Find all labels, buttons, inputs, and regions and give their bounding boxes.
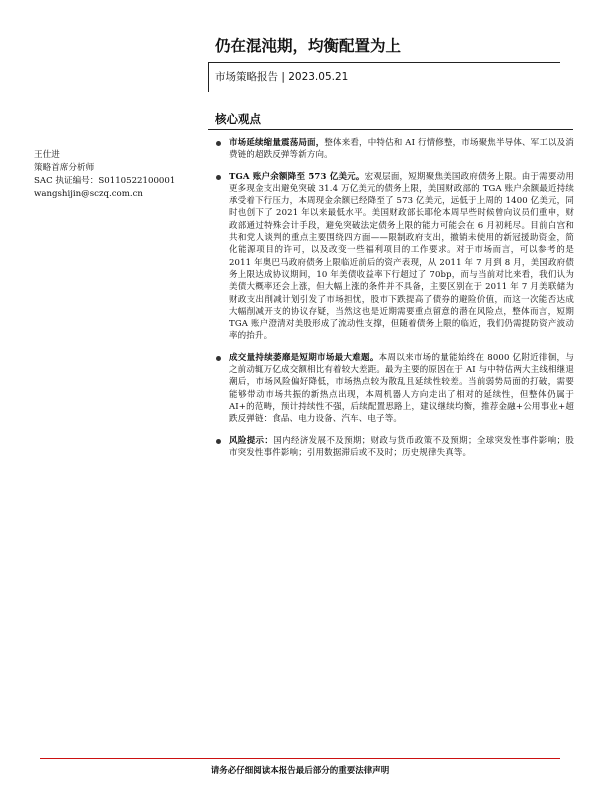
section-rule xyxy=(208,129,573,130)
footer-rule xyxy=(40,758,560,759)
bullet-icon xyxy=(216,356,221,361)
header-vertical-rule xyxy=(208,62,209,92)
key-point-lead: 成交量持续萎靡是短期市场最大难题。 xyxy=(229,352,379,363)
bullet-icon xyxy=(216,175,221,180)
analyst-info xyxy=(34,149,204,201)
key-point-text: 整体来看，中特估和 AI 行情修整，市场聚焦半导体、军工以及消费链的超跌反弹等新方向。 xyxy=(229,138,574,161)
report-title: 仍在混沌期，均衡配置为上 xyxy=(215,37,402,55)
key-point-text: 本周以来市场的量能始终在 8000 亿附近徘徊，与之前动辄万亿成交额相比有着较大差距。最为主要的原因在于 AI 与中特估两大主线相继退潮后，市场风险偏好降低，市场热点较为散乱且延续性较差。当前弱势局面的打破，需要能够带动市场共振的新热点出现，本周机器人方向走出了相对的延续性，但整体仍属于 AI+的范畴，预计持续性不强，后续配置思路上，建议继续均衡，推荐金融+公用事业+超跌反弹链：食品、电力设备、汽车、电子等。 xyxy=(229,352,574,425)
key-point-lead: TGA 账户余额降至 573 亿美元。 xyxy=(229,171,365,182)
key-point-lead: 风险提示： xyxy=(229,435,274,446)
analyst-name: 王仕进 xyxy=(34,150,60,160)
key-point xyxy=(214,137,574,162)
key-points xyxy=(214,137,574,468)
analyst-email[interactable]: wangshijin@sczq.com.cn xyxy=(34,189,143,199)
bullet-icon xyxy=(216,141,221,146)
header-rule xyxy=(208,62,560,63)
analyst-role: 策略首席分析师 xyxy=(34,163,95,173)
key-point xyxy=(214,435,574,460)
legal-disclaimer: 请务必仔细阅读本报告最后部分的重要法律声明 xyxy=(210,766,390,776)
report-subtitle: 市场策略报告 | 2023.05.21 xyxy=(215,71,349,83)
key-point xyxy=(214,352,574,426)
key-point xyxy=(214,171,574,343)
key-point-text: 宏观层面，短期聚焦美国政府债务上限。由于需要动用更多现金支出避免突破 31.4 万亿美元的债务上限，美国财政部的 TGA 账户余额最近持续承受着下行压力，本周现金余额已经降至了 573 亿美元，远低于上周的 1400 亿美元，同时也创下了 2021 年以来最低水平。美国财政部长耶伦本周早些时候曾向议员们重申，财政部通过特殊会计手段，避免突破法定债务上限的能力可能会在 6 月初耗尽。目前白宫和共和党人谈判的重点主要围绕四方面——限制政府支出，撤销未使用的新冠援助资金，简化能源项目的许可，以及改变一些福利项目的工作要求。对于市场而言，可以参考的是 2011 年奥巴马政府债务上限临近前后的资产表现，从 2011 年 7 月到 8 月，美国政府债务上限达成协议期间，10 年美债收益率下行超过了 70bp，而与当前对比来看，我们认为美债大概率还会上涨，但大幅上涨的条件并不具备，主要区别在于 2011 年 7 月美联储为财政支出削减计划引发了市场担忧，股市下跌提高了债券的避险价值，而这一次能否达成大幅削减开支的协议存疑，当然这也是近期需要重点留意的潜在风险点，整体而言，短期 TGA 账户澄清对美股形成了流动性支撑，但随着债务上限的临近，我们仍需提防资产波动率的抬升。 xyxy=(229,171,574,342)
key-point-text: 国内经济发展不及预期；财政与货币政策不及预期；全球突发性事件影响；股市突发性事件影响；引用数据滞后或不及时；历史规律失真等。 xyxy=(229,435,574,458)
bullet-icon xyxy=(216,439,221,444)
analyst-sac: SAC 执证编号：S0110522100001 xyxy=(34,176,176,186)
section-title: 核心观点 xyxy=(215,112,261,126)
key-point-lead: 市场延续缩量震荡局面， xyxy=(229,138,325,148)
